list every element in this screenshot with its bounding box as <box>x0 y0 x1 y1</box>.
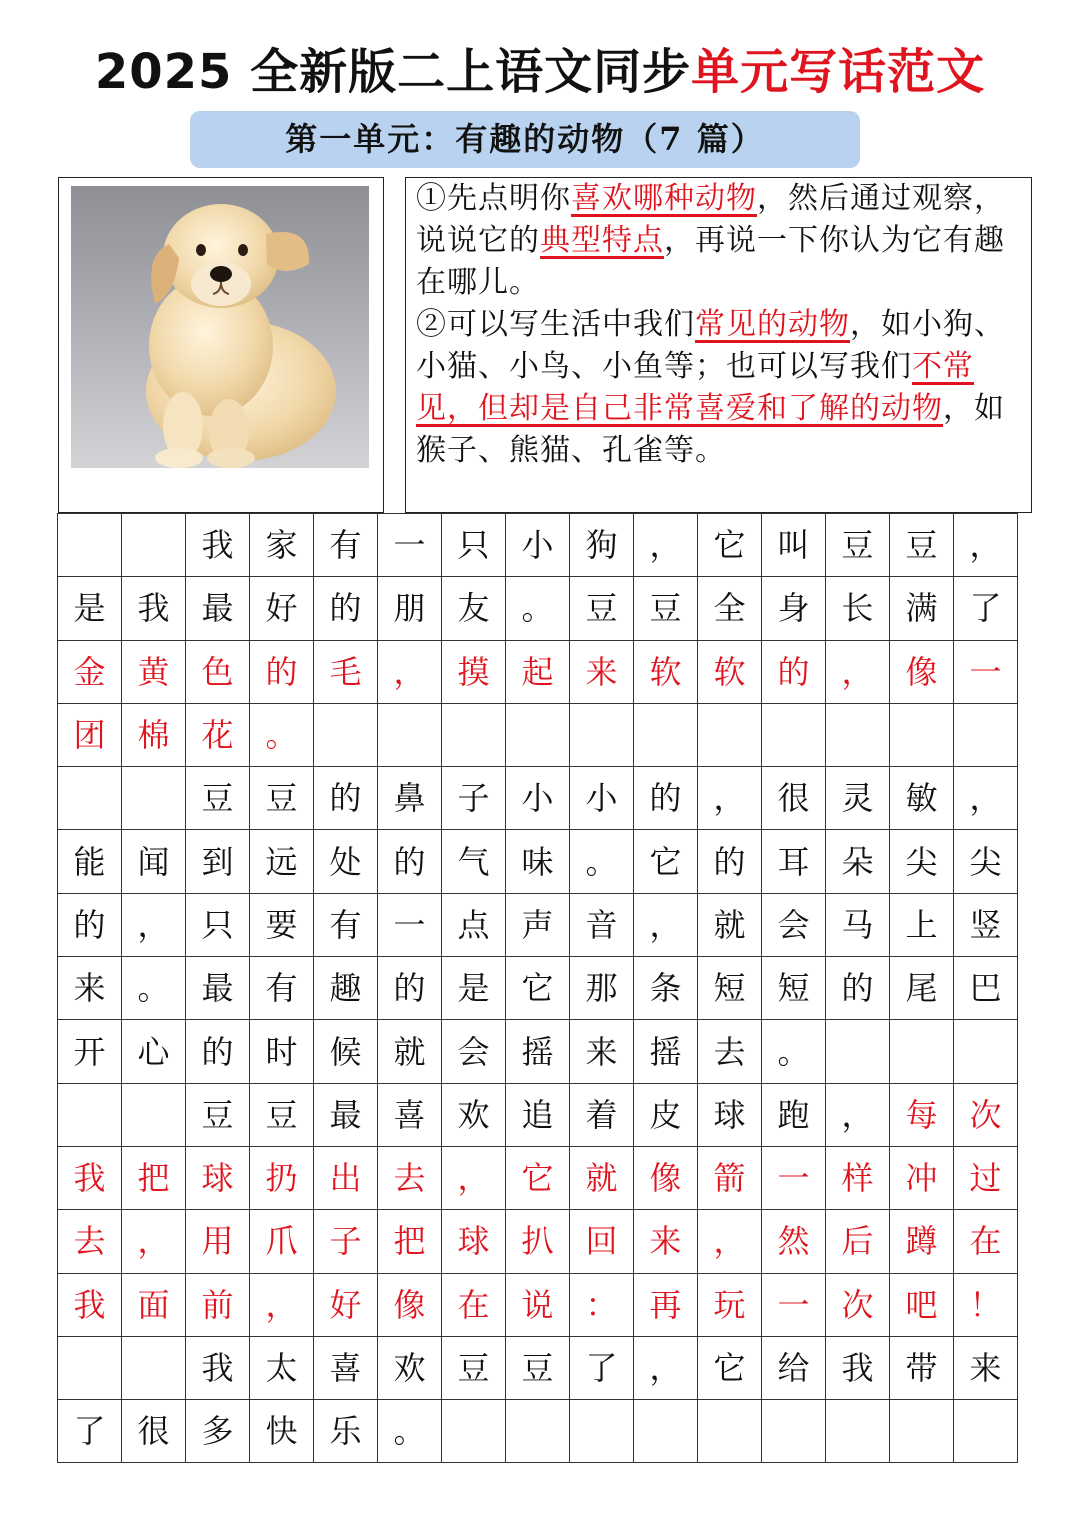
grid-cell: 欢 <box>442 1083 506 1146</box>
grid-cell: 。 <box>506 577 570 640</box>
grid-cell: 我 <box>58 1146 122 1209</box>
grid-cell: 小 <box>570 767 634 830</box>
grid-cell: 小 <box>506 514 570 577</box>
grid-cell: 朵 <box>826 830 890 893</box>
grid-cell: 豆 <box>890 514 954 577</box>
grid-cell: 会 <box>762 893 826 956</box>
grid-cell <box>954 1400 1018 1463</box>
grid-cell: ， <box>442 1146 506 1209</box>
grid-cell: 乐 <box>314 1400 378 1463</box>
grid-cell: 摇 <box>634 1020 698 1083</box>
grid-cell: 球 <box>698 1083 762 1146</box>
grid-cell: 豆 <box>250 1083 314 1146</box>
grid-cell: 它 <box>634 830 698 893</box>
grid-cell <box>826 703 890 766</box>
grid-cell <box>570 703 634 766</box>
grid-cell: 长 <box>826 577 890 640</box>
grid-row <box>58 1020 1018 1083</box>
grid-cell: 金 <box>58 640 122 703</box>
grid-cell: 它 <box>698 1336 762 1399</box>
grid-cell: 软 <box>698 640 762 703</box>
grid-cell: 箭 <box>698 1146 762 1209</box>
grid-cell: 团 <box>58 703 122 766</box>
grid-cell: 耳 <box>762 830 826 893</box>
grid-cell: 豆 <box>186 767 250 830</box>
grid-cell: 身 <box>762 577 826 640</box>
grid-cell <box>58 767 122 830</box>
grid-cell <box>826 1020 890 1083</box>
grid-cell: 一 <box>378 893 442 956</box>
grid-cell <box>698 1400 762 1463</box>
grid-cell: 叫 <box>762 514 826 577</box>
grid-cell: 好 <box>314 1273 378 1336</box>
tip-text: ，如小狗、小猫、小鸟、小鱼等；也可以写我们 <box>416 307 1005 384</box>
grid-cell: 前 <box>186 1273 250 1336</box>
grid-cell: 吧 <box>890 1273 954 1336</box>
grid-cell: 色 <box>186 640 250 703</box>
grid-cell: 花 <box>186 703 250 766</box>
grid-cell: ！ <box>954 1273 1018 1336</box>
grid-cell: 追 <box>506 1083 570 1146</box>
page-title <box>0 34 1080 110</box>
grid-cell: 满 <box>890 577 954 640</box>
grid-cell: ， <box>826 1083 890 1146</box>
grid-cell: 喜 <box>378 1083 442 1146</box>
grid-cell: 说 <box>506 1273 570 1336</box>
grid-cell <box>58 1083 122 1146</box>
puppy-photo <box>71 186 369 468</box>
grid-cell <box>378 703 442 766</box>
grid-cell: 是 <box>58 577 122 640</box>
tip-text: ，再说一下你认为它有趣在哪儿。 <box>416 223 1005 300</box>
grid-cell: 扒 <box>506 1210 570 1273</box>
grid-cell: 最 <box>186 577 250 640</box>
tip-text: ，然后通过观察，说说它的 <box>416 181 1005 258</box>
grid-cell: 的 <box>634 767 698 830</box>
grid-cell: 一 <box>954 640 1018 703</box>
grid-cell: 鼻 <box>378 767 442 830</box>
grid-cell: 开 <box>58 1020 122 1083</box>
grid-cell: 很 <box>122 1400 186 1463</box>
grid-cell: 就 <box>570 1146 634 1209</box>
grid-cell: 我 <box>826 1336 890 1399</box>
grid-cell: 短 <box>698 957 762 1020</box>
grid-row <box>58 514 1018 577</box>
grid-cell: 。 <box>570 830 634 893</box>
grid-cell: 像 <box>890 640 954 703</box>
grid-row <box>58 1083 1018 1146</box>
grid-cell <box>506 1400 570 1463</box>
grid-cell <box>954 1020 1018 1083</box>
grid-cell: 来 <box>570 640 634 703</box>
grid-cell: 了 <box>954 577 1018 640</box>
grid-cell: 面 <box>122 1273 186 1336</box>
grid-row <box>58 1210 1018 1273</box>
grid-cell: 豆 <box>826 514 890 577</box>
tip-highlight: 典型特点 <box>540 223 664 258</box>
grid-cell: 会 <box>442 1020 506 1083</box>
grid-cell <box>954 703 1018 766</box>
writing-tips-box <box>405 177 1032 513</box>
grid-cell <box>442 1400 506 1463</box>
grid-cell: 一 <box>378 514 442 577</box>
grid-cell: 快 <box>250 1400 314 1463</box>
grid-cell: 去 <box>378 1146 442 1209</box>
grid-cell: 我 <box>186 1336 250 1399</box>
grid-cell: ， <box>122 893 186 956</box>
unit-subtitle: 第一单元：有趣的动物（7 篇） <box>190 111 860 168</box>
grid-cell: 的 <box>58 893 122 956</box>
grid-cell: ， <box>634 514 698 577</box>
grid-cell <box>442 703 506 766</box>
writing-tips <box>416 178 1016 472</box>
grid-cell: 一 <box>762 1273 826 1336</box>
grid-cell: 然 <box>762 1210 826 1273</box>
grid-row <box>58 1400 1018 1463</box>
tip-highlight: 不常见，但却是自己非常喜爱和了解的动物 <box>416 349 974 426</box>
grid-cell: 就 <box>378 1020 442 1083</box>
grid-cell: 豆 <box>570 577 634 640</box>
grid-cell: 短 <box>762 957 826 1020</box>
grid-cell: 就 <box>698 893 762 956</box>
grid-cell: 味 <box>506 830 570 893</box>
grid-cell <box>826 1400 890 1463</box>
grid-cell: 的 <box>378 957 442 1020</box>
grid-cell: 跑 <box>762 1083 826 1146</box>
grid-cell: 样 <box>826 1146 890 1209</box>
grid-cell: 的 <box>186 1020 250 1083</box>
grid-row <box>58 957 1018 1020</box>
grid-cell: 条 <box>634 957 698 1020</box>
grid-cell: 的 <box>314 767 378 830</box>
grid-cell <box>890 1400 954 1463</box>
grid-cell: 带 <box>890 1336 954 1399</box>
grid-row <box>58 577 1018 640</box>
grid-cell: 能 <box>58 830 122 893</box>
grid-cell: 它 <box>506 957 570 1020</box>
grid-cell: 豆 <box>634 577 698 640</box>
grid-cell: 时 <box>250 1020 314 1083</box>
grid-cell: 我 <box>58 1273 122 1336</box>
grid-cell: 球 <box>186 1146 250 1209</box>
grid-cell: 的 <box>698 830 762 893</box>
grid-cell <box>634 1400 698 1463</box>
composition-grid <box>57 513 1018 1463</box>
grid-cell <box>122 767 186 830</box>
grid-cell: 次 <box>954 1083 1018 1146</box>
grid-cell: 到 <box>186 830 250 893</box>
grid-cell <box>58 1336 122 1399</box>
grid-cell: 我 <box>186 514 250 577</box>
grid-cell: ， <box>954 514 1018 577</box>
grid-cell: 敏 <box>890 767 954 830</box>
tip-highlight: 常见的动物 <box>695 307 850 342</box>
grid-row <box>58 830 1018 893</box>
grid-cell: 豆 <box>186 1083 250 1146</box>
grid-cell: 全 <box>698 577 762 640</box>
grid-cell: 多 <box>186 1400 250 1463</box>
grid-cell: 了 <box>570 1336 634 1399</box>
grid-cell: 着 <box>570 1083 634 1146</box>
grid-cell: 再 <box>634 1273 698 1336</box>
grid-cell: ， <box>250 1273 314 1336</box>
grid-cell: ， <box>634 893 698 956</box>
grid-cell: 毛 <box>314 640 378 703</box>
tip-highlight: 喜欢哪种动物 <box>571 181 757 216</box>
grid-cell: 巴 <box>954 957 1018 1020</box>
grid-cell: 软 <box>634 640 698 703</box>
grid-cell: ， <box>698 767 762 830</box>
grid-cell: 气 <box>442 830 506 893</box>
grid-cell: 在 <box>442 1273 506 1336</box>
tip-text: ②可以写生活中我们 <box>416 307 695 342</box>
grid-cell <box>890 1020 954 1083</box>
grid-cell: 最 <box>186 957 250 1020</box>
grid-cell <box>122 1336 186 1399</box>
grid-cell: 有 <box>314 514 378 577</box>
grid-cell <box>634 703 698 766</box>
grid-cell: 心 <box>122 1020 186 1083</box>
tip-text: ①先点明你 <box>416 181 571 216</box>
grid-cell: 马 <box>826 893 890 956</box>
grid-cell: 趣 <box>314 957 378 1020</box>
grid-cell: 的 <box>314 577 378 640</box>
grid-cell: 最 <box>314 1083 378 1146</box>
grid-cell: 上 <box>890 893 954 956</box>
grid-cell: 只 <box>186 893 250 956</box>
grid-cell <box>122 1083 186 1146</box>
grid-cell: 候 <box>314 1020 378 1083</box>
grid-cell: 给 <box>762 1336 826 1399</box>
grid-row <box>58 1146 1018 1209</box>
grid-cell: 像 <box>378 1273 442 1336</box>
grid-cell: 豆 <box>506 1336 570 1399</box>
grid-cell: 处 <box>314 830 378 893</box>
grid-cell: 扔 <box>250 1146 314 1209</box>
grid-cell: 朋 <box>378 577 442 640</box>
grid-cell: 喜 <box>314 1336 378 1399</box>
grid-cell: 爪 <box>250 1210 314 1273</box>
grid-cell: 那 <box>570 957 634 1020</box>
grid-cell: 来 <box>58 957 122 1020</box>
grid-cell: 。 <box>250 703 314 766</box>
grid-cell: 有 <box>250 957 314 1020</box>
grid-cell: 过 <box>954 1146 1018 1209</box>
grid-cell <box>122 514 186 577</box>
grid-cell: 摇 <box>506 1020 570 1083</box>
grid-cell: 豆 <box>442 1336 506 1399</box>
grid-cell: ， <box>634 1336 698 1399</box>
grid-cell: 冲 <box>890 1146 954 1209</box>
grid-cell: 来 <box>954 1336 1018 1399</box>
grid-cell: 的 <box>826 957 890 1020</box>
grid-cell: 像 <box>634 1146 698 1209</box>
grid-cell: 回 <box>570 1210 634 1273</box>
tip-text: ，如猴子、熊猫、孔雀等。 <box>416 391 1005 468</box>
grid-cell: 点 <box>442 893 506 956</box>
grid-cell: 很 <box>762 767 826 830</box>
grid-cell: 摸 <box>442 640 506 703</box>
grid-cell: ， <box>954 767 1018 830</box>
grid-cell: 用 <box>186 1210 250 1273</box>
grid-cell: 小 <box>506 767 570 830</box>
grid-cell: ， <box>378 640 442 703</box>
grid-cell: 一 <box>762 1146 826 1209</box>
grid-cell: 后 <box>826 1210 890 1273</box>
grid-cell: 棉 <box>122 703 186 766</box>
grid-cell: 它 <box>506 1146 570 1209</box>
grid-cell: 去 <box>698 1020 762 1083</box>
grid-row <box>58 1336 1018 1399</box>
grid-cell: ， <box>826 640 890 703</box>
grid-cell: 要 <box>250 893 314 956</box>
grid-cell: 音 <box>570 893 634 956</box>
title-black-part: 2025 全新版二上语文同步 <box>94 44 692 100</box>
grid-cell: 黄 <box>122 640 186 703</box>
grid-row <box>58 703 1018 766</box>
grid-cell <box>890 703 954 766</box>
grid-cell: 次 <box>826 1273 890 1336</box>
grid-cell <box>58 514 122 577</box>
grid-cell: 尾 <box>890 957 954 1020</box>
grid-cell: 豆 <box>250 767 314 830</box>
grid-cell: 子 <box>442 767 506 830</box>
grid-cell: ， <box>122 1210 186 1273</box>
grid-cell: 尖 <box>954 830 1018 893</box>
grid-cell <box>762 1400 826 1463</box>
grid-cell: 。 <box>122 957 186 1020</box>
grid-cell: 我 <box>122 577 186 640</box>
grid-cell: ， <box>698 1210 762 1273</box>
grid-cell <box>506 703 570 766</box>
grid-cell: ： <box>570 1273 634 1336</box>
grid-cell: 子 <box>314 1210 378 1273</box>
grid-cell: 球 <box>442 1210 506 1273</box>
grid-cell: 蹲 <box>890 1210 954 1273</box>
grid-cell: 。 <box>762 1020 826 1083</box>
grid-cell: 玩 <box>698 1273 762 1336</box>
grid-cell: 闻 <box>122 830 186 893</box>
grid-cell: 的 <box>250 640 314 703</box>
grid-cell: 远 <box>250 830 314 893</box>
grid-row <box>58 640 1018 703</box>
grid-cell: 每 <box>890 1083 954 1146</box>
grid-cell: 它 <box>698 514 762 577</box>
grid-cell: 来 <box>634 1210 698 1273</box>
grid-cell: 狗 <box>570 514 634 577</box>
grid-cell: 灵 <box>826 767 890 830</box>
photo-frame <box>58 177 384 513</box>
grid-cell: 皮 <box>634 1083 698 1146</box>
grid-cell: 友 <box>442 577 506 640</box>
grid-row <box>58 1273 1018 1336</box>
grid-cell: 出 <box>314 1146 378 1209</box>
grid-cell: 有 <box>314 893 378 956</box>
grid-row <box>58 767 1018 830</box>
grid-cell: 去 <box>58 1210 122 1273</box>
grid-cell <box>762 703 826 766</box>
grid-cell: 太 <box>250 1336 314 1399</box>
grid-cell: 家 <box>250 514 314 577</box>
grid-cell: 在 <box>954 1210 1018 1273</box>
grid-cell: 。 <box>378 1400 442 1463</box>
grid-cell: 好 <box>250 577 314 640</box>
grid-cell: 的 <box>378 830 442 893</box>
grid-cell: 尖 <box>890 830 954 893</box>
grid-cell: 欢 <box>378 1336 442 1399</box>
grid-cell: 起 <box>506 640 570 703</box>
grid-cell: 竖 <box>954 893 1018 956</box>
grid-cell: 了 <box>58 1400 122 1463</box>
grid-cell: 把 <box>122 1146 186 1209</box>
grid-cell: 是 <box>442 957 506 1020</box>
grid-cell: 把 <box>378 1210 442 1273</box>
grid-cell: 声 <box>506 893 570 956</box>
grid-cell: 来 <box>570 1020 634 1083</box>
grid-cell: 的 <box>762 640 826 703</box>
grid-cell: 只 <box>442 514 506 577</box>
grid-cell <box>314 703 378 766</box>
grid-cell <box>570 1400 634 1463</box>
grid-cell <box>698 703 762 766</box>
grid-row <box>58 893 1018 956</box>
title-red-part: 单元写话范文 <box>691 44 986 100</box>
